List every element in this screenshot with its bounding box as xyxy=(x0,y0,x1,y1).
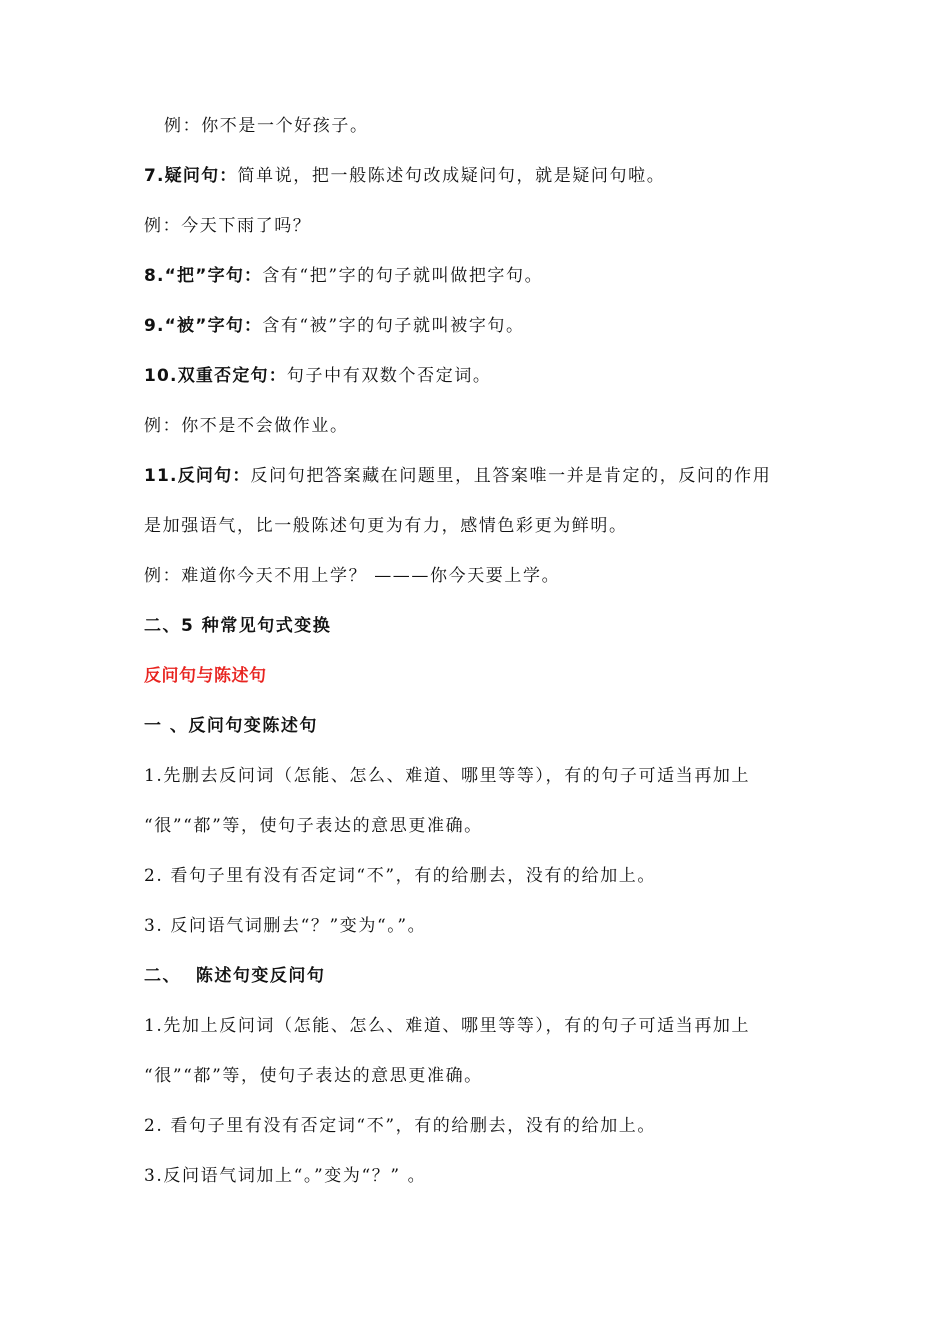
item-9-desc: 含有“被”字的句子就叫被字句。 xyxy=(262,316,525,336)
item-7-desc: 简单说，把一般陈述句改成疑问句，就是疑问句啦。 xyxy=(237,166,666,186)
paragraph-text: 3. 反问语气词删去“？”变为“。”。 xyxy=(144,916,427,936)
step-1-line-cont xyxy=(144,814,814,838)
paragraph-text: 1.先删去反问词（怎能、怎么、难道、哪里等等），有的句子可适当再加上 xyxy=(144,766,751,786)
paragraph-text: 1.先加上反问词（怎能、怎么、难道、哪里等等），有的句子可适当再加上 xyxy=(144,1016,751,1036)
example-text: 例：你不是一个好孩子。 xyxy=(164,116,369,136)
paragraph-text: 2. 看句子里有没有否定词“不”，有的给删去，没有的给加上。 xyxy=(144,1116,657,1136)
item-11-title: 11.反问句： xyxy=(144,466,251,486)
item-10-title: 10.双重否定句： xyxy=(144,366,287,386)
paragraph-text: 3.反问语气词加上“。”变为“？” 。 xyxy=(144,1166,427,1186)
example-line-1 xyxy=(164,114,834,138)
example-line-4 xyxy=(144,564,814,588)
item-8-ba-sentence xyxy=(144,264,814,288)
step-3b-line xyxy=(144,1164,814,1188)
example-line-3 xyxy=(144,414,814,438)
part-title: 二、 陈述句变反问句 xyxy=(144,966,326,986)
item-9-title: 9.“被”字句： xyxy=(144,316,263,336)
subsection-title: 反问句与陈述句 xyxy=(144,666,267,686)
example-text: 例：今天下雨了吗？ xyxy=(144,216,312,236)
step-1b-line xyxy=(144,1014,814,1038)
step-1-line xyxy=(144,764,814,788)
step-2b-line xyxy=(144,1114,814,1138)
example-line-2 xyxy=(144,214,814,238)
paragraph-text: 2. 看句子里有没有否定词“不”，有的给删去，没有的给加上。 xyxy=(144,866,657,886)
item-9-bei-sentence xyxy=(144,314,814,338)
item-7-interrogative xyxy=(144,164,814,188)
step-1b-line-cont xyxy=(144,1064,814,1088)
step-3-line xyxy=(144,914,814,938)
item-11-rhetorical xyxy=(144,464,814,488)
paragraph-text: 是加强语气，比一般陈述句更为有力，感情色彩更为鲜明。 xyxy=(144,516,628,536)
item-7-title: 7.疑问句： xyxy=(144,166,238,186)
part-title: 一 、反问句变陈述句 xyxy=(144,716,318,736)
item-10-double-negative xyxy=(144,364,814,388)
item-11-desc-cont xyxy=(144,514,814,538)
example-text: 例：难道你今天不用上学？ ———你今天要上学。 xyxy=(144,566,561,586)
item-8-title: 8.“把”字句： xyxy=(144,266,263,286)
paragraph-text: “很”“都”等，使句子表达的意思更准确。 xyxy=(144,1066,483,1086)
step-2-line xyxy=(144,864,814,888)
item-10-desc: 句子中有双数个否定词。 xyxy=(286,366,492,386)
item-8-desc: 含有“把”字的句子就叫做把字句。 xyxy=(262,266,544,286)
section-heading-2 xyxy=(144,614,814,638)
section-title: 二、5 种常见句式变换 xyxy=(144,616,332,636)
subsection-heading-red xyxy=(144,664,814,688)
part-2-heading xyxy=(144,964,814,988)
item-11-desc: 反问句把答案藏在问题里，且答案唯一并是肯定的，反问的作用 xyxy=(250,466,772,486)
paragraph-text: “很”“都”等，使句子表达的意思更准确。 xyxy=(144,816,483,836)
part-1-heading xyxy=(144,714,814,738)
example-text: 例：你不是不会做作业。 xyxy=(144,416,349,436)
